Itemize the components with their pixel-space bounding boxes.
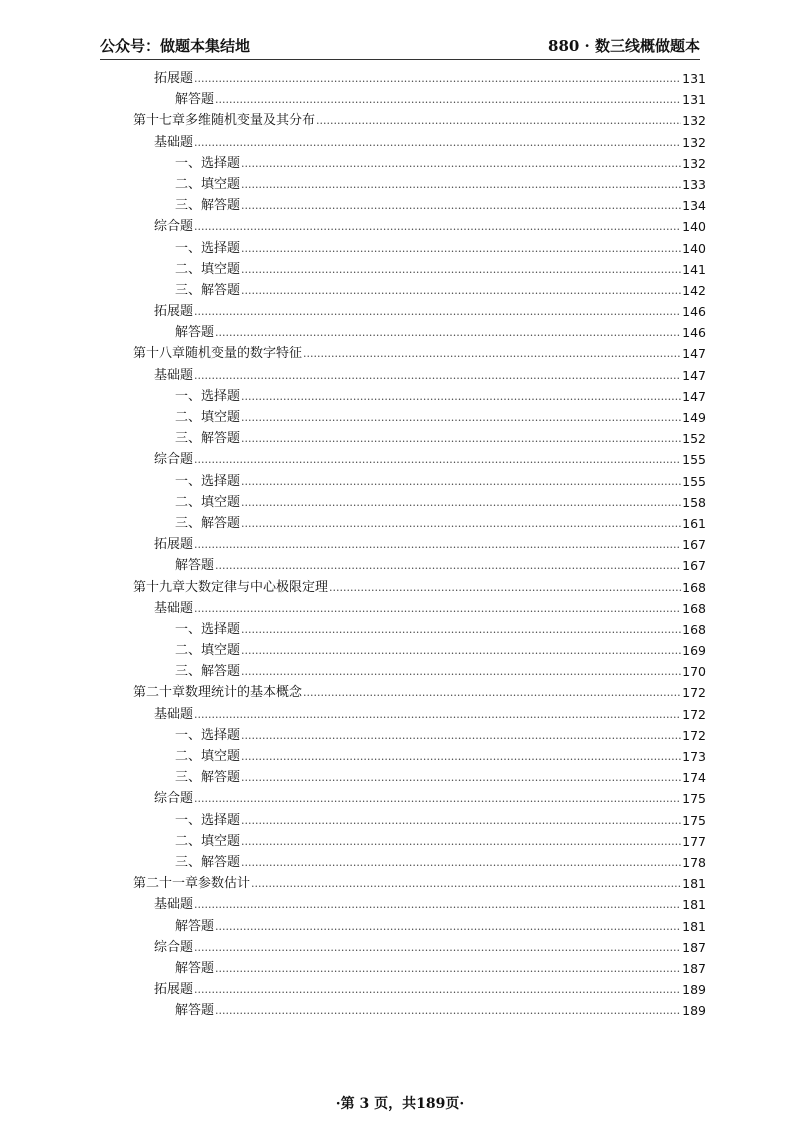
toc-entry[interactable] [133,788,706,809]
toc-entry-title: 三、解答题 [175,515,241,531]
toc-entry-page: 168 [682,579,706,595]
toc-entry-title: 二、填空题 [175,494,241,510]
toc-entry-title: 二、填空题 [175,176,241,192]
toc-entry[interactable] [133,449,706,470]
toc-leader-dots [241,661,681,682]
toc-entry[interactable] [133,365,706,386]
toc-entry-page: 155 [682,452,706,468]
toc-leader-dots [316,110,681,131]
toc-entry-page: 149 [682,410,706,425]
toc-leader-dots [194,216,681,237]
toc-leader-dots [241,725,681,746]
toc-entry[interactable] [133,661,706,682]
toc-entry-title: 一、选择题 [175,388,241,404]
toc-entry-title: 一、选择题 [175,812,241,828]
toc-leader-dots [194,449,681,470]
toc-entry-title: 第二十章数理统计的基本概念 [133,685,303,701]
toc-leader-dots [303,343,681,364]
header-left-text: 公众号：做题本集结地 [100,37,251,55]
toc-entry-title: 基础题 [154,706,194,722]
toc-leader-dots [215,555,681,576]
toc-entry-title: 三、解答题 [175,198,241,214]
toc-entry-title: 二、填空题 [175,261,241,277]
toc-entry-title: 基础题 [154,367,194,383]
toc-entry-page: 172 [682,727,706,743]
toc-entry[interactable] [133,555,706,576]
toc-entry[interactable] [133,682,706,703]
toc-entry[interactable] [133,598,706,619]
toc-entry[interactable] [133,767,706,788]
toc-entry-page: 133 [682,176,706,192]
toc-entry[interactable] [133,513,706,534]
toc-entry[interactable] [133,852,706,873]
toc-entry-page: 170 [682,664,706,680]
toc-entry[interactable] [133,534,706,555]
toc-entry-page: 177 [682,833,706,849]
toc-leader-dots [241,810,681,831]
toc-entry[interactable] [133,68,706,89]
toc-leader-dots [215,1000,681,1021]
toc-leader-dots [241,492,681,513]
toc-entry-title: 二、填空题 [175,749,241,764]
page-header [100,34,700,60]
toc-entry-page: 172 [682,706,706,722]
toc-entry-title: 一、选择题 [175,240,241,256]
toc-entry-page: 140 [682,219,706,235]
toc-entry-title: 解答题 [175,92,215,108]
toc-entry-title: 基础题 [154,600,194,616]
toc-entry-page: 142 [682,282,706,298]
toc-leader-dots [251,873,681,894]
toc-leader-dots [194,937,681,958]
toc-entry[interactable] [133,979,706,1000]
toc-entry-title: 第十九章大数定律与中心极限定理 [133,579,329,595]
toc-leader-dots [194,704,681,725]
toc-entry-title: 基础题 [154,897,194,913]
toc-entry[interactable] [133,216,706,237]
toc-leader-dots [241,407,681,428]
toc-leader-dots [215,958,681,979]
header-right-text: 880 · 数三线概做题本 [548,37,700,55]
toc-entry-title: 基础题 [154,134,194,150]
toc-entry-title: 三、解答题 [175,770,241,786]
toc-entry[interactable] [133,746,706,767]
toc-entry-page: 132 [682,134,706,150]
toc-entry[interactable] [133,153,706,174]
toc-entry-page: 189 [682,1003,706,1019]
toc-leader-dots [241,852,681,873]
toc-leader-dots [241,640,681,661]
toc-entry[interactable] [133,619,706,640]
toc-entry[interactable] [133,132,706,153]
toc-leader-dots [241,619,681,640]
toc-entry-page: 161 [682,515,706,531]
toc-leader-dots [329,577,681,598]
toc-entry[interactable] [133,428,706,449]
toc-entry-page: 174 [682,770,706,786]
toc-entry-title: 拓展题 [154,982,194,998]
toc-leader-dots [241,386,681,407]
toc-entry-title: 解答题 [175,325,215,341]
toc-entry-page: 167 [682,537,706,553]
table-of-contents [133,68,706,1021]
toc-entry[interactable] [133,280,706,301]
toc-leader-dots [303,682,681,703]
toc-entry[interactable] [133,492,706,513]
toc-entry-page: 172 [682,685,706,701]
toc-entry-title: 二、填空题 [175,643,241,659]
toc-entry[interactable] [133,937,706,958]
toc-entry-page: 147 [682,388,706,404]
toc-leader-dots [241,280,681,301]
toc-leader-dots [194,979,681,1000]
toc-entry[interactable] [133,259,706,280]
toc-leader-dots [215,89,681,110]
toc-entry-title: 解答题 [175,1003,215,1019]
toc-entry-page: 168 [682,621,706,637]
toc-entry[interactable] [133,386,706,407]
toc-entry[interactable] [133,238,706,259]
toc-entry-page: 189 [682,982,706,998]
toc-entry[interactable] [133,471,706,492]
toc-entry[interactable] [133,640,706,661]
toc-entry-page: 178 [682,854,706,870]
toc-entry-page: 167 [682,558,706,574]
toc-entry[interactable] [133,195,706,216]
toc-entry[interactable] [133,725,706,746]
toc-entry-title: 解答题 [175,960,215,976]
toc-entry[interactable] [133,174,706,195]
toc-entry-page: 141 [682,261,706,277]
toc-entry-page: 152 [682,431,706,447]
toc-entry-page: 181 [682,876,706,892]
toc-entry-page: 187 [682,960,706,976]
toc-entry-title: 拓展题 [154,537,194,553]
toc-entry-page: 132 [682,113,706,129]
toc-leader-dots [194,365,681,386]
toc-entry[interactable] [133,873,706,894]
toc-leader-dots [194,534,681,555]
toc-entry-title: 三、解答题 [175,282,241,298]
toc-leader-dots [241,153,681,174]
toc-entry-page: 132 [682,155,706,171]
toc-leader-dots [194,788,681,809]
toc-entry[interactable] [133,89,706,110]
toc-entry-title: 综合题 [154,452,194,468]
toc-entry-title: 二、填空题 [175,833,241,849]
toc-leader-dots [241,259,681,280]
toc-leader-dots [241,195,681,216]
toc-entry-page: 175 [682,791,706,807]
toc-entry-title: 三、解答题 [175,854,241,870]
toc-entry-title: 一、选择题 [175,473,241,489]
toc-entry-title: 综合题 [154,791,194,807]
toc-entry-title: 解答题 [175,918,215,934]
toc-entry-title: 解答题 [175,558,215,574]
toc-leader-dots [194,132,681,153]
toc-leader-dots [194,598,681,619]
toc-entry[interactable] [133,301,706,322]
toc-leader-dots [241,513,681,534]
toc-entry-title: 一、选择题 [175,155,241,171]
toc-entry-page: 175 [682,812,706,828]
toc-entry-page: 146 [682,325,706,341]
toc-entry-page: 134 [682,198,706,214]
toc-entry[interactable] [133,831,706,852]
toc-entry-page: 146 [682,304,706,320]
toc-entry[interactable] [133,704,706,725]
toc-leader-dots [241,428,681,449]
toc-entry-title: 三、解答题 [175,664,241,680]
toc-entry-title: 拓展题 [154,304,194,320]
toc-entry-page: 173 [682,749,706,764]
toc-entry[interactable] [133,407,706,428]
toc-entry-title: 二、填空题 [175,410,241,425]
toc-entry[interactable] [133,1000,706,1021]
toc-entry[interactable] [133,916,706,937]
toc-entry-page: 147 [682,346,706,362]
toc-leader-dots [194,301,681,322]
toc-leader-dots [241,238,681,259]
toc-leader-dots [215,322,681,343]
toc-entry-page: 181 [682,918,706,934]
toc-entry-title: 三、解答题 [175,431,241,447]
toc-leader-dots [194,68,681,89]
toc-entry-title: 拓展题 [154,71,194,86]
toc-entry-title: 一、选择题 [175,621,241,637]
toc-entry-title: 综合题 [154,219,194,235]
toc-entry-page: 181 [682,897,706,913]
toc-entry-page: 169 [682,643,706,659]
toc-leader-dots [241,767,681,788]
toc-entry-title: 第十七章多维随机变量及其分布 [133,113,316,129]
toc-entry[interactable] [133,894,706,915]
toc-entry[interactable] [133,577,706,598]
toc-leader-dots [241,471,681,492]
toc-entry-page: 140 [682,240,706,256]
toc-entry[interactable] [133,110,706,131]
toc-leader-dots [194,894,681,915]
toc-entry-title: 一、选择题 [175,727,241,743]
toc-entry-title: 第十八章随机变量的数字特征 [133,346,303,362]
toc-leader-dots [241,831,681,852]
toc-leader-dots [241,746,681,767]
toc-leader-dots [215,916,681,937]
toc-entry-page: 131 [682,71,706,86]
toc-entry[interactable] [133,810,706,831]
toc-entry[interactable] [133,343,706,364]
toc-entry-page: 158 [682,494,706,510]
toc-entry-title: 综合题 [154,939,194,955]
toc-entry-page: 187 [682,939,706,955]
toc-entry-page: 147 [682,367,706,383]
toc-entry-page: 131 [682,92,706,108]
toc-entry-page: 155 [682,473,706,489]
toc-entry[interactable] [133,958,706,979]
toc-leader-dots [241,174,681,195]
toc-entry[interactable] [133,322,706,343]
page-footer: ·第 3 页，共189页· [335,1096,465,1112]
toc-entry-title: 第二十一章参数估计 [133,876,251,892]
toc-entry-page: 168 [682,600,706,616]
